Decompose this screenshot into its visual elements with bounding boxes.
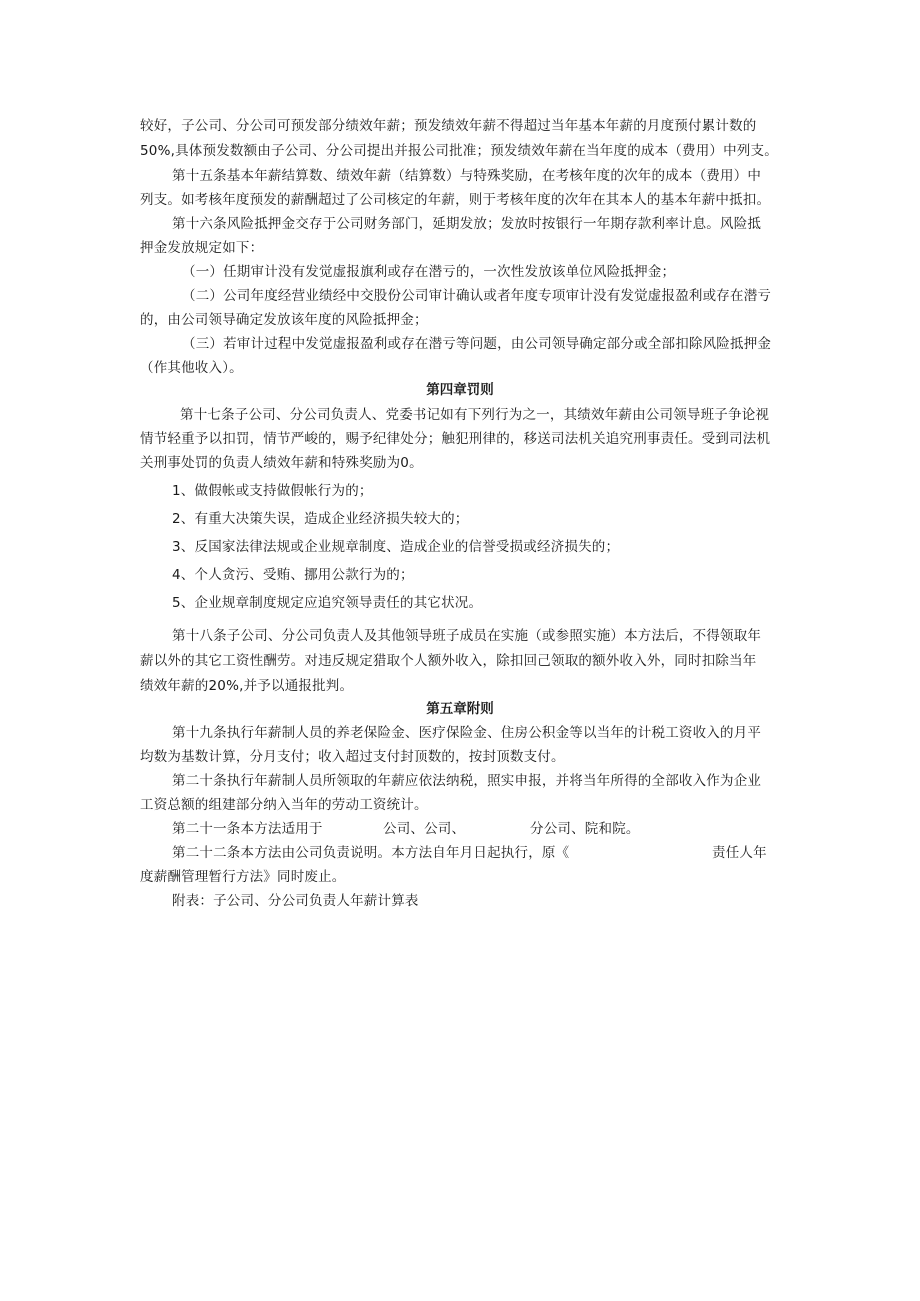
text-line: 工资总额的组建部分纳入当年的劳动工资统计。 xyxy=(140,797,428,813)
text-fragment: 公司、公司、 xyxy=(383,821,466,837)
text-line: 第十五条基本年薪结算数、绩效年薪（结算数）与特殊奖励，在考核年度的次年的成本（费用）中 xyxy=(172,168,762,184)
text-line: 50%,具体预发数额由子公司、分公司提出并报公司批准；预发绩效年薪在当年度的成本（费用）中列支。 xyxy=(140,143,778,159)
list-item: 1、做假帐或支持做假帐行为的； xyxy=(172,483,373,499)
text-line: （三）若审计过程中发觉虚报盈利或存在潜亏等问题，由公司领导确定部分或全部扣除风险抵押金 xyxy=(182,336,772,352)
text-line: 度薪酬管理暂行方法》同时废止。 xyxy=(140,869,346,885)
text-line: 较好，子公司、分公司可预发部分绩效年薪；预发绩效年薪不得超过当年基本年薪的月度预付累计数的 xyxy=(140,118,757,134)
text-line: （一）任期审计没有发觉虚报旗利或存在潜亏的，一次性发放该单位风险抵押金； xyxy=(182,264,676,280)
text-line: （作其他收入）。 xyxy=(140,360,243,376)
chapter-heading: 第五章附则 xyxy=(426,701,494,717)
text-line: （二）公司年度经营业绩经中交股份公司审计确认或者年度专项审计没有发觉虚报盈利或存在潜亏 xyxy=(182,288,772,304)
list-item: 5、企业规章制度规定应追究领导责任的其它状况。 xyxy=(172,595,483,611)
chapter-heading: 第四章罚则 xyxy=(426,382,494,398)
list-item: 3、反国家法律法规或企业规章制度、造成企业的信誉受损或经济损失的； xyxy=(172,539,620,555)
text-line: 列支。如考核年度预发的薪酬超过了公司核定的年薪，则于考核年度的次年在其本人的基本年薪中抵扣。 xyxy=(140,192,771,208)
text-line: 第十七条子公司、分公司负责人、党委书记如有下列行为之一，其绩效年薪由公司领导班子争论视 xyxy=(180,407,770,423)
text-line: 第二十条执行年薪制人员所领取的年薪应依法纳税，照实申报，并将当年所得的全部收入作为企业 xyxy=(172,773,762,789)
text-line: 均数为基数计算，分月支付；收入超过支付封顶数的，按封顶数支付。 xyxy=(140,749,565,765)
text-fragment: 分公司、院和院。 xyxy=(530,821,640,837)
list-item: 4、个人贪污、受贿、挪用公款行为的； xyxy=(172,567,414,583)
text-line: 第十六条风险抵押金交存于公司财务部门，延期发放；发放时按银行一年期存款利率计息。风险抵 xyxy=(172,216,762,232)
text-line: 押金发放规定如下： xyxy=(140,240,264,256)
text-fragment: 责任人年 xyxy=(712,845,767,861)
list-item: 2、有重大决策失误，造成企业经济损失较大的； xyxy=(172,511,469,527)
text-fragment: 第二十一条本方法适用于 xyxy=(172,821,323,837)
text-line: 情节轻重予以扣罚，情节严峻的，赐予纪律处分；触犯刑律的，移送司法机关追究刑事责任。受到司法机 xyxy=(140,431,771,447)
text-line: 的，由公司领导确定发放该年度的风险抵押金； xyxy=(140,312,428,328)
attachment-note: 附表：子公司、分公司负责人年薪计算表 xyxy=(172,893,419,909)
text-line: 关刑事处罚的负责人绩效年薪和特殊奖励为0。 xyxy=(140,455,423,471)
text-line: 第十九条执行年薪制人员的养老保险金、医疗保险金、住房公积金等以当年的计税工资收入的月平 xyxy=(172,725,762,741)
text-line: 薪以外的其它工资性酬劳。对违反规定猎取个人额外收入，除扣回己领取的额外收入外，同时扣除当年 xyxy=(140,653,757,669)
text-line: 绩效年薪的20%,并予以通报批判。 xyxy=(140,678,354,694)
text-fragment: 第二十二条本方法由公司负责说明。本方法自年月日起执行，原《 xyxy=(172,845,570,861)
text-line: 第十八条子公司、分公司负责人及其他领导班子成员在实施（或参照实施）本方法后，不得领取年 xyxy=(172,628,762,644)
